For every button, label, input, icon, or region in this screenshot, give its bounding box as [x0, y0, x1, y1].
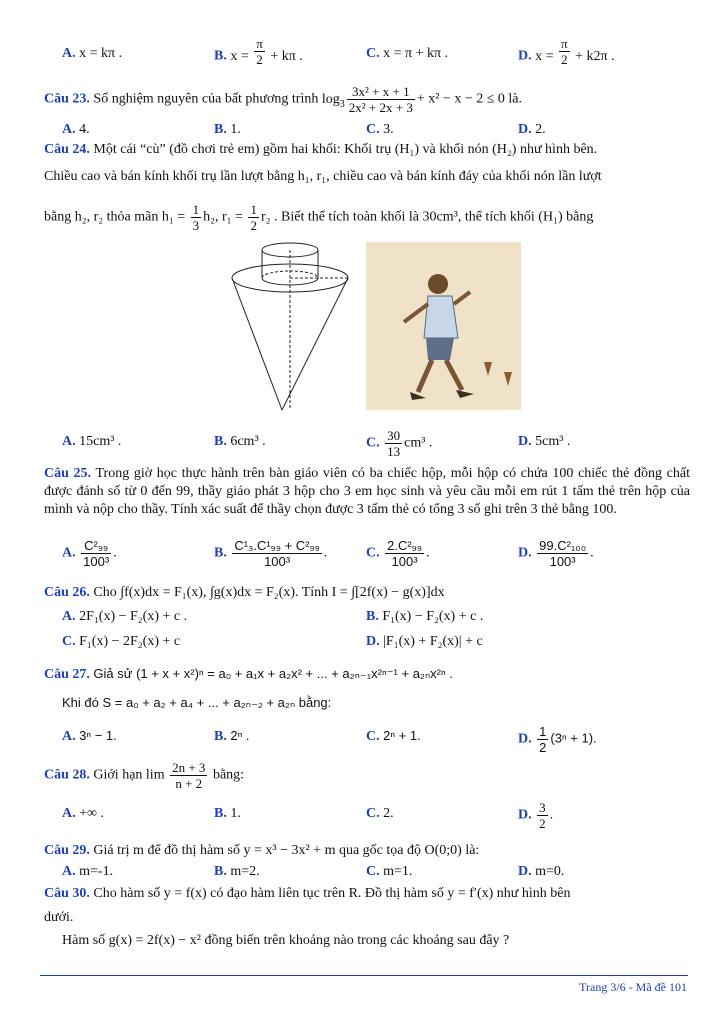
q30-line3: Hàm số g(x) = 2f(x) − x² đồng biến trên khoảng nào trong các khoảng sau đây ?: [62, 933, 510, 948]
q22-option-d: D. x = $\frac{\pi}{2}$ + k2π .: [518, 36, 615, 67]
q28-options: A. +∞ . B. 1. C. 2. D. $\frac{3}{2}$ .: [62, 800, 554, 831]
q26-stem: Câu 26. Cho ∫f(x)dx = F₁(x), ∫g(x)dx = F₂(x). Tính I = ∫[2f(x) − g(x)]dx: [44, 585, 445, 600]
page-footer: Trang 3/6 - Mã đề 101: [579, 980, 687, 994]
q27-line2: Khi đó S = a₀ + a₂ + a₄ + ... + a₂ₙ₋₂ + a₂ₙ bằng:: [62, 695, 332, 710]
boy-playing-top-photo: [366, 242, 521, 410]
q24-stem: Câu 24. Một cái “cù” (đồ chơi trẻ em) gồm hai khối: Khối trụ (H₁) và khối nón (H₂) như hình bên.: [44, 142, 598, 157]
q29-options: A. m=-1. B. m=2. C. m=1. D. m=0.: [62, 864, 565, 879]
q24-options: A. 15cm³ . B. 6cm³ . C. $\frac{30}{13}$ cm³ . D. 5cm³ .: [62, 428, 571, 459]
q25-options: A. $\frac{\text{C²₉₉}}{\text{100³}}$ . B. $\frac{\text{C¹₃.C¹₉₉ + C²₉₉}}{\text{100³}}$ . C. $\frac{\text{2.C²₉₉}}{\text{100³}}$ . D. $\frac{\text{99.C²₁₀₀}}{\text{100³}}$ .: [62, 538, 594, 569]
q22-option-b: B. x = $\frac{\pi}{2}$ + kπ .: [214, 36, 303, 67]
q26-options-row2: C. F₁(x) − 2F₂(x) + c D. |F₁(x) + F₂(x)| + c: [62, 634, 483, 649]
q28-stem: Câu 28. Giới hạn lim $\frac{2n + 3}{n + 2}$ bằng:: [44, 760, 245, 791]
q29-stem: Câu 29. Giá trị m để đồ thị hàm số y = x³ − 3x² + m qua gốc tọa độ O(0;0) là:: [44, 843, 480, 858]
footer-divider: [40, 975, 688, 976]
q22-options: [44, 36, 694, 68]
q22-option-a: A. x = kπ .: [62, 46, 123, 61]
q22-option-c: C. x = π + kπ .: [366, 46, 449, 61]
q23-options: A. 4. B. 1. C. 3. D. 2.: [62, 122, 546, 137]
q27-options: A. 3ⁿ − 1. B. 2ⁿ . C. 2ⁿ + 1. D. $\frac{1}{2}$ (3ⁿ + 1).: [62, 724, 597, 755]
q25-stem: Câu 25. Trong giờ học thực hành trên bàn giáo viên có ba chiếc hộp, mỗi hộp có chứa 100 chiếc thẻ đồng chất được đánh số từ 0 đến 99, thầy giáo phát 3 hộp cho 3 em học sinh và yêu cầu mỗi em rút 1 tấm thẻ trên hộp của mình và nộp cho thầy. Tính xác suất để thầy chọn được 3 tấm thẻ có tổng 3 số ghi trên 3 thẻ bằng 100.: [44, 466, 690, 517]
q27-stem: Câu 27. Giả sử (1 + x + x²)ⁿ = a₀ + a₁x + a₂x² + ... + a₂ₙ₋₁x²ⁿ⁻¹ + a₂ₙx²ⁿ .: [44, 666, 453, 682]
q23-stem: Câu 23. Số nghiệm nguyên của bất phương trình $\log_3$ $\frac{\text{3x² + x + 1}}{\text{2x² + 2x + 3}}$ + x² − x − 2 ≤ 0 là.: [44, 84, 523, 115]
q30-stem: Câu 30. Cho hàm số y = f(x) có đạo hàm liên tục trên R. Đồ thị hàm số y = f′(x) như hình bên: [44, 886, 571, 901]
cone-cylinder-figure: [220, 238, 350, 418]
q24-line3: bằng h₂, r₂ thỏa mãn h₁ = $\frac{1}{3}$ h₂, r₁ = $\frac{1}{2}$ r₂ . Biết thể tích toàn khối là 30cm³, thể tích khối (H₁) bằng: [44, 202, 594, 233]
q30-line2: dưới.: [44, 910, 74, 925]
q24-line2: Chiều cao và bán kính khối trụ lần lượt bằng h₁, r₁, chiều cao và bán kính đáy của khối nón lần lượt: [44, 169, 602, 184]
q26-options-row1: A. 2F₁(x) − F₂(x) + c . B. F₁(x) − F₂(x) + c .: [62, 609, 484, 624]
